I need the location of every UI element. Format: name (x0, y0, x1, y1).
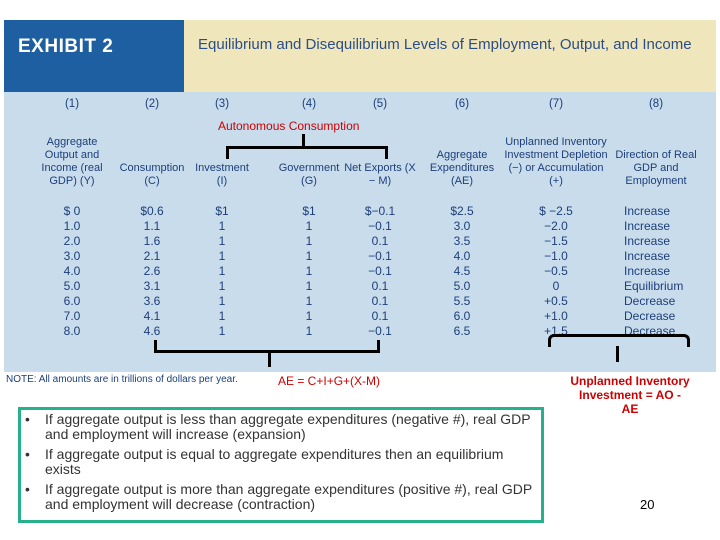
column-number: (5) (372, 98, 388, 110)
exhibit-panel (4, 20, 716, 372)
ae-bracket (154, 340, 380, 353)
table-cell: 8.0 (63, 324, 81, 338)
table-cell: 1 (218, 234, 226, 248)
autonomous-bracket-stem (302, 134, 305, 146)
table-cell: 1.6 (143, 234, 161, 248)
table-cell: 6.0 (453, 309, 471, 323)
table-cell: 1.0 (63, 219, 81, 233)
column-number: (8) (648, 98, 664, 110)
table-cell: 1 (218, 264, 226, 278)
table-cell: +1.0 (544, 309, 568, 323)
table-cell: Increase (624, 234, 671, 248)
bullet-item (25, 412, 537, 442)
table-cell: 5.0 (453, 279, 471, 293)
table-cell: 1 (305, 249, 313, 263)
table-cell: 4.0 (63, 264, 81, 278)
table-cell: 7.0 (63, 309, 81, 323)
column-header: Aggregate Output and Income (real GDP) (Y) (41, 136, 103, 187)
table-cell: 6.0 (63, 294, 81, 308)
table-cell: 5.5 (453, 294, 471, 308)
table-cell: 2.6 (143, 264, 161, 278)
table-cell: 1 (218, 249, 226, 263)
column-header: Government (G) (278, 162, 340, 187)
table-cell: 5.0 (63, 279, 81, 293)
exhibit-header (184, 20, 716, 92)
exhibit-subtitle: Equilibrium and Disequilibrium Levels of Employment, Output, and Income (198, 36, 692, 53)
table-cell: 1 (305, 309, 313, 323)
bullet-item (25, 447, 537, 477)
column-header: Direction of Real GDP and Employment (615, 149, 697, 187)
table-cell: $2.5 (450, 204, 474, 218)
table-cell: Decrease (624, 324, 676, 338)
table-cell: −0.5 (544, 264, 568, 278)
bullet-text: If aggregate output is less than aggregate expenditures (negative #), real GDP and employment will increase (expansion) (45, 411, 531, 442)
page-number: 20 (640, 497, 655, 512)
table-cell: −0.1 (368, 249, 392, 263)
table-cell: 1.1 (143, 219, 161, 233)
table-cell: 1 (305, 219, 313, 233)
table-cell: 1 (305, 324, 313, 338)
table-cell: $−0.1 (364, 204, 396, 218)
table-cell: 1 (305, 279, 313, 293)
bullet-text: If aggregate output is more than aggregate expenditures (positive #), real GDP and employment will decrease (contraction) (45, 481, 532, 512)
table-cell: $0.6 (140, 204, 164, 218)
bullet-text: If aggregate output is equal to aggregate expenditures then an equilibrium exists (45, 446, 504, 477)
column-header: Investment (I) (195, 162, 249, 187)
table-cell: 4.1 (143, 309, 161, 323)
bullet-symbol: • (25, 446, 30, 462)
exhibit-note: NOTE: All amounts are in trillions of dollars per year. (6, 374, 238, 385)
table-cell: +0.5 (544, 294, 568, 308)
ae-equation: AE = C+I+G+(X-M) (278, 374, 381, 388)
table-cell: 1 (218, 309, 226, 323)
table-cell: −0.1 (368, 264, 392, 278)
table-cell: Decrease (624, 294, 676, 308)
table-cell: 3.1 (143, 279, 161, 293)
table-cell: 4.6 (143, 324, 161, 338)
exhibit-header-badge (4, 20, 184, 92)
column-header: Net Exports (X − M) (344, 162, 416, 187)
column-number: (4) (301, 98, 317, 110)
table-cell: +1.5 (544, 324, 568, 338)
column-number: (2) (144, 98, 160, 110)
table-cell: 1 (305, 234, 313, 248)
table-cell: Increase (624, 219, 671, 233)
table-cell: 1 (218, 294, 226, 308)
table-cell: 3.0 (63, 249, 81, 263)
table-cell: 2.1 (143, 249, 161, 263)
table-cell: 1 (218, 324, 226, 338)
table-cell: $1 (302, 204, 316, 218)
table-cell: Decrease (624, 309, 676, 323)
table-cell: 1 (305, 264, 313, 278)
bullet-item (25, 482, 537, 512)
bullet-symbol: • (25, 481, 30, 497)
column-number: (6) (454, 98, 470, 110)
ae-bracket-stem (268, 353, 271, 367)
table-cell: −0.1 (368, 324, 392, 338)
column-number: (3) (214, 98, 230, 110)
table-cell: −1.0 (544, 249, 568, 263)
table-cell: 3.5 (453, 234, 471, 248)
table-cell: $ 0 (63, 204, 81, 218)
table-cell: −2.0 (544, 219, 568, 233)
unplanned-inventory-label: Unplanned Inventory Investment = AO - AE (570, 374, 690, 416)
table-cell: 1 (305, 294, 313, 308)
column-number: (7) (548, 98, 564, 110)
table-cell: −1.5 (544, 234, 568, 248)
table-cell: 4.0 (453, 249, 471, 263)
autonomous-bracket (226, 146, 388, 159)
table-cell: Increase (624, 204, 671, 218)
table-cell: Increase (624, 264, 671, 278)
table-cell: 0 (552, 279, 560, 293)
table-cell: 3.6 (143, 294, 161, 308)
column-header: Unplanned Inventory Investment Depletion (−) or Accumulation (+) (504, 136, 608, 187)
table-cell: 3.0 (453, 219, 471, 233)
table-cell: 6.5 (453, 324, 471, 338)
table-cell: 4.5 (453, 264, 471, 278)
table-cell: 0.1 (371, 294, 389, 308)
bullet-box (18, 407, 544, 523)
column-number: (1) (64, 98, 80, 110)
table-cell: 1 (218, 219, 226, 233)
table-cell: 0.1 (371, 309, 389, 323)
column-header: Consumption (C) (119, 162, 185, 187)
column-header: Aggregate Expenditures (AE) (429, 149, 495, 187)
table-cell: −0.1 (368, 219, 392, 233)
table-cell: $1 (215, 204, 229, 218)
unplanned-bracket (548, 334, 690, 347)
table-cell: 0.1 (371, 234, 389, 248)
unplanned-bracket-stem (616, 346, 619, 362)
bullet-symbol: • (25, 411, 30, 427)
table-cell: Equilibrium (624, 279, 684, 293)
autonomous-consumption-label: Autonomous Consumption (218, 119, 360, 133)
table-cell: $ −2.5 (539, 204, 573, 218)
table-cell: 2.0 (63, 234, 81, 248)
table-cell: 0.1 (371, 279, 389, 293)
exhibit-title: EXHIBIT 2 (18, 36, 114, 57)
table-cell: Increase (624, 249, 671, 263)
table-cell: 1 (218, 279, 226, 293)
